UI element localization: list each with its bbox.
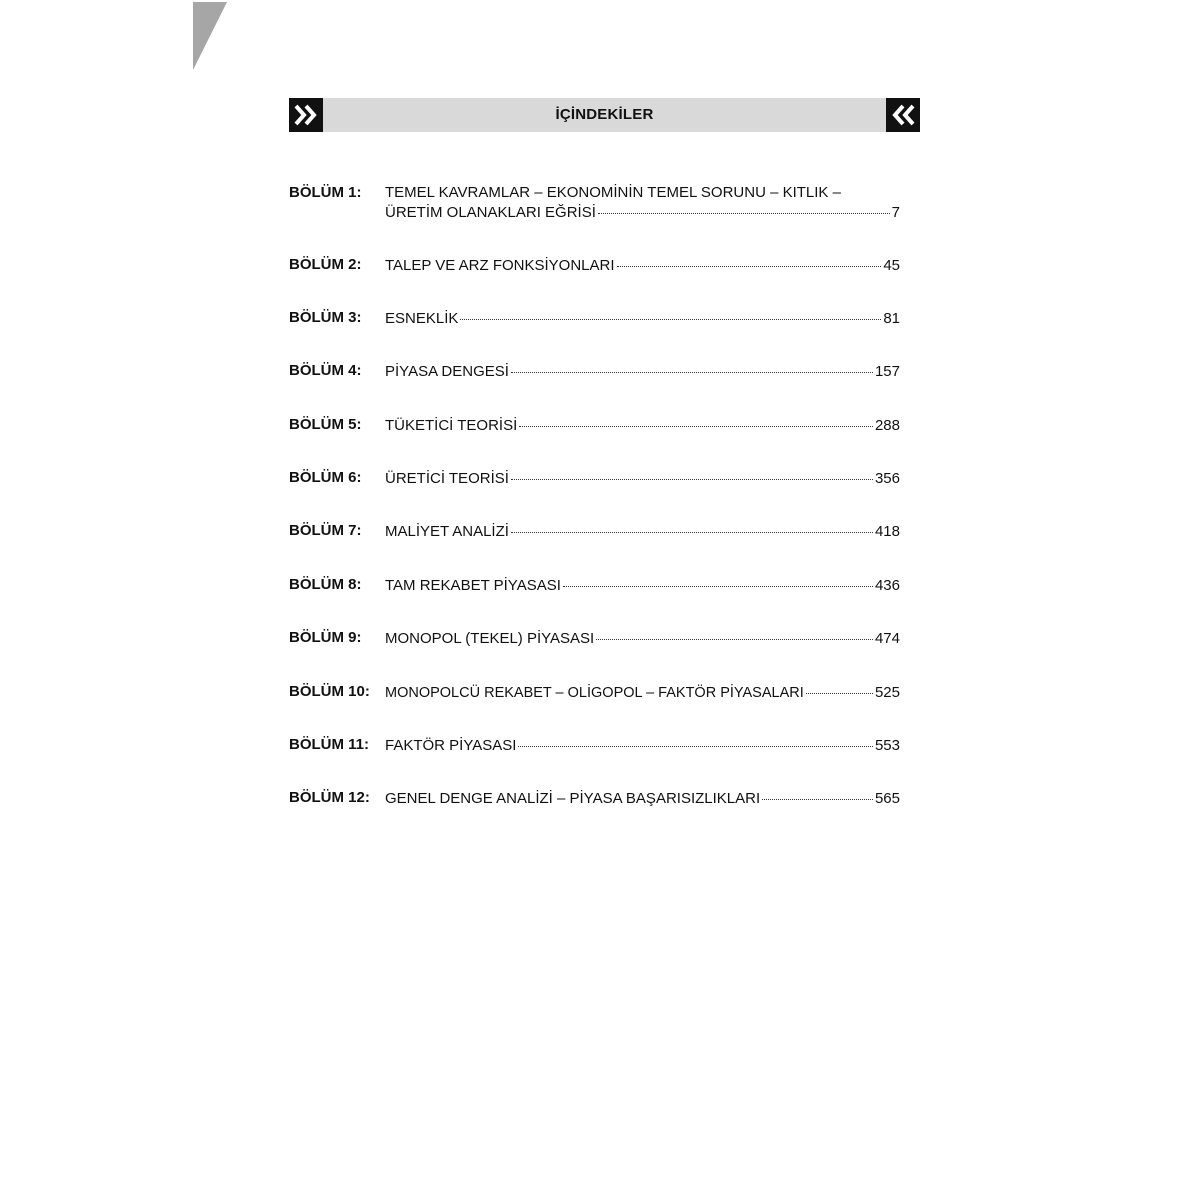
chapter-body: [385, 788, 900, 808]
leader-dots: [762, 785, 873, 800]
chapter-title: MONOPOLCÜ REKABET – OLİGOPOL – FAKTÖR PİYASALARI: [385, 685, 804, 701]
page-number: 565: [874, 790, 900, 807]
chapter-body: [385, 628, 900, 648]
corner-tab-decoration: [193, 2, 227, 70]
leader-dots: [460, 305, 881, 320]
page-title: İÇİNDEKİLER: [555, 106, 654, 123]
chapter-title-row: [385, 575, 900, 595]
chapter-body: [385, 183, 900, 222]
leader-dots: [519, 412, 873, 427]
chapter-label: BÖLÜM 11:: [289, 736, 370, 753]
chapter-title: TAM REKABET PİYASASI: [385, 577, 561, 594]
chapter-title-line1: TEMEL KAVRAMLAR – EKONOMİNİN TEMEL SORUNU – KITLIK –: [385, 184, 841, 201]
chapter-label: BÖLÜM 8:: [289, 576, 362, 593]
chapter-title-row: [385, 788, 900, 808]
chapter-label: BÖLÜM 2:: [289, 256, 362, 273]
page-number: 553: [874, 737, 900, 754]
chapter-title: ESNEKLİK: [385, 310, 459, 327]
chapter-title: PİYASA DENGESİ: [385, 363, 509, 380]
page-number: 525: [874, 684, 900, 701]
chapter-title-row: [385, 468, 900, 488]
chapter-title: MALİYET ANALİZİ: [385, 523, 509, 540]
chapter-label: BÖLÜM 4:: [289, 362, 362, 379]
chapter-title: GENEL DENGE ANALİZİ – PİYASA BAŞARISIZLIKLARI: [385, 790, 761, 807]
chapter-title-row: [385, 361, 900, 381]
leader-dots: [806, 679, 873, 694]
chapter-body: [385, 521, 900, 541]
chapter-title-row: [385, 521, 900, 541]
page-number: 7: [891, 204, 900, 221]
chapter-title-row: [385, 415, 900, 435]
chapter-title: ÜRETİM OLANAKLARI EĞRİSİ: [385, 204, 596, 221]
leader-dots: [511, 518, 873, 533]
double-chevron-right-icon: [289, 98, 323, 132]
chapter-title: TALEP VE ARZ FONKSİYONLARI: [385, 257, 615, 274]
chapter-title-row: [385, 308, 900, 328]
leader-dots: [518, 732, 873, 747]
chapter-body: [385, 735, 900, 755]
page-number: 288: [874, 417, 900, 434]
page-number: 45: [883, 257, 900, 274]
chapter-label: BÖLÜM 12:: [289, 789, 370, 806]
leader-dots: [511, 465, 873, 480]
chapter-title-row: [385, 682, 900, 703]
chapter-body: [385, 308, 900, 328]
toc-header-bar: [289, 98, 920, 132]
leader-dots: [617, 252, 882, 267]
chapter-title: TÜKETİCİ TEORİSİ: [385, 417, 518, 434]
page-number: 436: [874, 577, 900, 594]
chapter-title-row: [385, 255, 900, 275]
page-number: 356: [874, 470, 900, 487]
chapter-label: BÖLÜM 1:: [289, 184, 362, 201]
chapter-body: [385, 682, 900, 703]
chapter-title-row: [385, 735, 900, 755]
page-number: 157: [874, 363, 900, 380]
chapter-title: FAKTÖR PİYASASI: [385, 737, 517, 754]
chapter-body: [385, 415, 900, 435]
leader-dots: [563, 572, 873, 587]
leader-dots: [596, 625, 873, 640]
page-number: 418: [874, 523, 900, 540]
double-chevron-left-icon: [886, 98, 920, 132]
page-number: 474: [874, 630, 900, 647]
chapter-body: [385, 255, 900, 275]
chapter-body: [385, 575, 900, 595]
chapter-label: BÖLÜM 6:: [289, 469, 362, 486]
page-number: 81: [883, 310, 900, 327]
chapter-body: [385, 468, 900, 488]
chapter-title-row: [385, 628, 900, 648]
chapter-body: [385, 361, 900, 381]
leader-dots: [511, 358, 873, 373]
chapter-label: BÖLÜM 5:: [289, 416, 362, 433]
chapter-label: BÖLÜM 7:: [289, 522, 362, 539]
chapter-title: ÜRETİCİ TEORİSİ: [385, 470, 509, 487]
chapter-label: BÖLÜM 10:: [289, 683, 370, 700]
leader-dots: [598, 199, 890, 214]
chapter-title-row: [385, 202, 900, 222]
chapter-label: BÖLÜM 9:: [289, 629, 362, 646]
chapter-title: MONOPOL (TEKEL) PİYASASI: [385, 630, 595, 647]
chapter-label: BÖLÜM 3:: [289, 309, 362, 326]
